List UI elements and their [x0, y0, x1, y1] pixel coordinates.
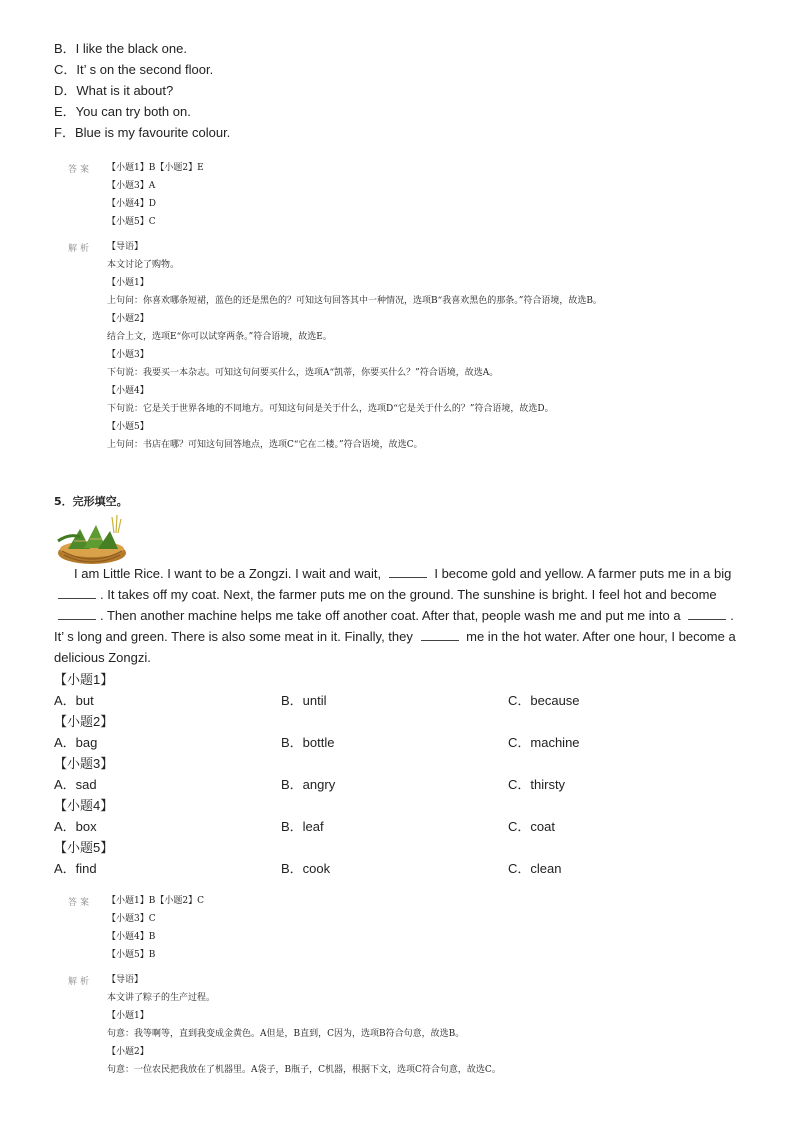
option-c[interactable]: C．thirsty: [508, 777, 566, 792]
question-label: 【小题1】: [54, 672, 114, 687]
analysis-line: 【小题1】: [107, 278, 149, 288]
cloze-passage: [54, 563, 744, 668]
analysis-line: 【小题2】: [107, 314, 149, 324]
analysis-line: 本文讨论了购物。: [107, 260, 180, 270]
analysis-line: 【导语】: [107, 242, 144, 252]
analysis-line: 上句问：书店在哪？可知这句回答地点，选项C“它在二楼。”符合语境，故选C。: [107, 440, 423, 450]
analysis-line: 下句说：它是关于世界各地的不同地方。可知这句问是关于什么，选项D“它是关于什么的？”符合语境，故选D。: [107, 404, 554, 414]
passage-text: me in the hot water. After one hour, I become a delicious Zongzi.: [54, 629, 736, 665]
analysis-line: 下句说：我要买一本杂志。可知这句问要买什么，选项A“凯蒂，你要买什么？”符合语境，故选A。: [107, 368, 499, 378]
option-b[interactable]: B．cook: [281, 861, 331, 876]
option-a[interactable]: A．bag: [54, 735, 98, 750]
answer-line: 【小题3】C: [107, 914, 156, 924]
option-b[interactable]: B．angry: [281, 777, 336, 792]
answer-line: 【小题5】B: [107, 950, 156, 960]
option-c[interactable]: C．because: [508, 693, 580, 708]
answer-label: 答案: [68, 898, 93, 908]
option-b[interactable]: B．until: [281, 693, 327, 708]
option-c[interactable]: C．clean: [508, 861, 562, 876]
passage-text: I become gold and yellow. A farmer puts me in a big: [434, 566, 732, 581]
blank-1[interactable]: [389, 565, 427, 578]
analysis-line: 【小题2】: [107, 1047, 149, 1057]
answer-line: 【小题3】A: [107, 181, 156, 191]
option-e: E．You can try both on.: [54, 104, 191, 119]
question-options: [54, 858, 744, 874]
analysis-line: 【小题4】: [107, 386, 149, 396]
option-c[interactable]: C．coat: [508, 819, 555, 834]
answer-line: 【小题1】B【小题2】C: [107, 896, 204, 906]
analysis-line: 本文讲了粽子的生产过程。: [107, 993, 216, 1003]
option-b: B．I like the black one.: [54, 41, 187, 56]
option-a[interactable]: A．sad: [54, 777, 97, 792]
section-heading: 5．完形填空。: [54, 495, 128, 508]
analysis-line: 结合上文，选项E“你可以试穿两条。”符合语境，故选E。: [107, 332, 332, 342]
analysis-line: 上句问：你喜欢哪条短裙，蓝色的还是黑色的？可知这句回答其中一种情况，选项B“我喜欢黑色的那条。”符合语境，故选B。: [107, 296, 602, 306]
passage-text: . It’ s long and green. There is also some meat in it. Finally, they: [54, 608, 734, 644]
option-a[interactable]: A．box: [54, 819, 97, 834]
analysis-line: 句意：我等啊等，直到我变成金黄色。A但是，B直到，C因为，选项B符合句意，故选B。: [107, 1029, 465, 1039]
blank-2[interactable]: [58, 586, 96, 599]
question-label: 【小题3】: [54, 756, 114, 771]
option-c[interactable]: C．machine: [508, 735, 580, 750]
option-c: C．It’ s on the second floor.: [54, 62, 214, 77]
analysis-line: 【小题3】: [107, 350, 149, 360]
option-b[interactable]: B．leaf: [281, 819, 324, 834]
question-options: [54, 690, 744, 706]
option-d: D．What is it about?: [54, 83, 174, 98]
option-f: F．Blue is my favourite colour.: [54, 125, 231, 140]
analysis-label: 解析: [68, 244, 93, 254]
answer-label: 答案: [68, 165, 93, 175]
question-label: 【小题5】: [54, 840, 114, 855]
zongzi-basket-image: [54, 511, 128, 567]
question-label: 【小题4】: [54, 798, 114, 813]
question-options: [54, 774, 744, 790]
analysis-label: 解析: [68, 977, 93, 987]
blank-4[interactable]: [688, 607, 726, 620]
option-b[interactable]: B．bottle: [281, 735, 335, 750]
question-options: [54, 732, 744, 748]
answer-line: 【小题5】C: [107, 217, 156, 227]
blank-3[interactable]: [58, 607, 96, 620]
passage-text: . Then another machine helps me take off another coat. After that, people wash me and put me into a: [100, 608, 681, 623]
analysis-line: 【导语】: [107, 975, 144, 985]
answer-line: 【小题1】B【小题2】E: [107, 163, 204, 173]
question-options: [54, 816, 744, 832]
answer-line: 【小题4】D: [107, 199, 156, 209]
question-label: 【小题2】: [54, 714, 114, 729]
option-a[interactable]: A．find: [54, 861, 97, 876]
analysis-line: 【小题1】: [107, 1011, 149, 1021]
blank-5[interactable]: [421, 628, 459, 641]
analysis-line: 句意：一位农民把我放在了机器里。A袋子，B瓶子，C机器，根据下文，选项C符合句意，故选C。: [107, 1065, 501, 1075]
answer-line: 【小题4】B: [107, 932, 156, 942]
passage-text: . It takes off my coat. Next, the farmer puts me on the ground. The sunshine is bright. I feel hot and become: [100, 587, 717, 602]
analysis-line: 【小题5】: [107, 422, 149, 432]
option-a[interactable]: A．but: [54, 693, 94, 708]
passage-text: I am Little Rice. I want to be a Zongzi. I wait and wait,: [74, 566, 382, 581]
